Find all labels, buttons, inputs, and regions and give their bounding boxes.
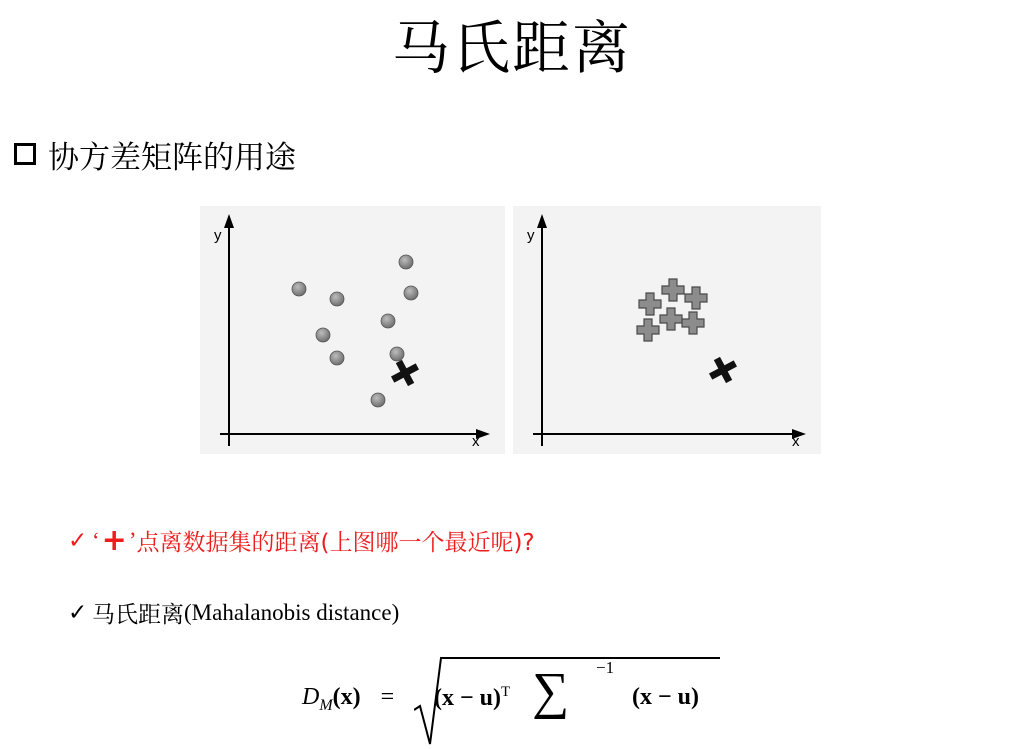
x-axis xyxy=(533,429,806,439)
mahalanobis-bullet xyxy=(68,596,399,629)
data-point xyxy=(682,312,704,334)
section-heading-text: 协方差矩阵的用途 xyxy=(48,139,296,176)
data-point xyxy=(662,279,684,301)
data-points xyxy=(292,255,418,407)
sigma-symbol: ∑ xyxy=(532,663,570,720)
mahalanobis-en: (Mahalanobis distance) xyxy=(184,599,400,625)
page-title: 马氏距离 xyxy=(391,14,632,82)
data-points xyxy=(637,279,707,341)
y-axis xyxy=(224,214,234,446)
x-axis-label: x xyxy=(472,433,480,450)
question-bullet xyxy=(68,524,535,557)
scatter-figure-spread xyxy=(200,206,505,454)
data-point xyxy=(330,292,344,306)
formula-lhs: $D_M(x)$ = xyxy=(302,684,395,714)
mahalanobis-formula xyxy=(296,652,726,749)
data-point xyxy=(399,255,413,269)
checkmark-icon: ✓ xyxy=(68,527,88,554)
data-point xyxy=(316,328,330,342)
section-heading xyxy=(14,132,296,176)
inverse-exponent: −1 xyxy=(596,658,615,677)
data-point xyxy=(404,286,418,300)
data-point xyxy=(371,393,385,407)
data-point xyxy=(660,308,682,330)
formula-radicand-start: $(x - u)^T$ xyxy=(434,684,511,711)
mahalanobis-cn: 马氏距离 xyxy=(92,602,184,628)
plus-symbol: + xyxy=(101,522,127,558)
square-bullet-icon xyxy=(14,143,36,165)
data-point xyxy=(292,282,306,296)
open-quote: ‘ xyxy=(92,527,100,553)
x-axis xyxy=(220,429,490,439)
query-point-plus-icon xyxy=(705,352,742,388)
data-point xyxy=(637,319,659,341)
y-axis-label: y xyxy=(527,227,535,244)
data-point xyxy=(330,351,344,365)
data-point xyxy=(685,287,707,309)
y-axis-label: y xyxy=(214,227,222,244)
x-axis-label: x xyxy=(792,433,800,450)
formula-radicand-end: (x − u) xyxy=(632,684,700,710)
y-axis xyxy=(537,214,547,446)
data-point xyxy=(639,293,661,315)
scatter-figure-cluster xyxy=(513,206,821,454)
data-point xyxy=(390,347,404,361)
close-quote: ’ xyxy=(128,527,137,553)
data-point xyxy=(381,314,395,328)
query-point-plus-icon xyxy=(387,355,424,391)
question-text: 点离数据集的距离(上图哪一个最近呢)? xyxy=(136,530,535,556)
checkmark-icon: ✓ xyxy=(68,599,88,626)
